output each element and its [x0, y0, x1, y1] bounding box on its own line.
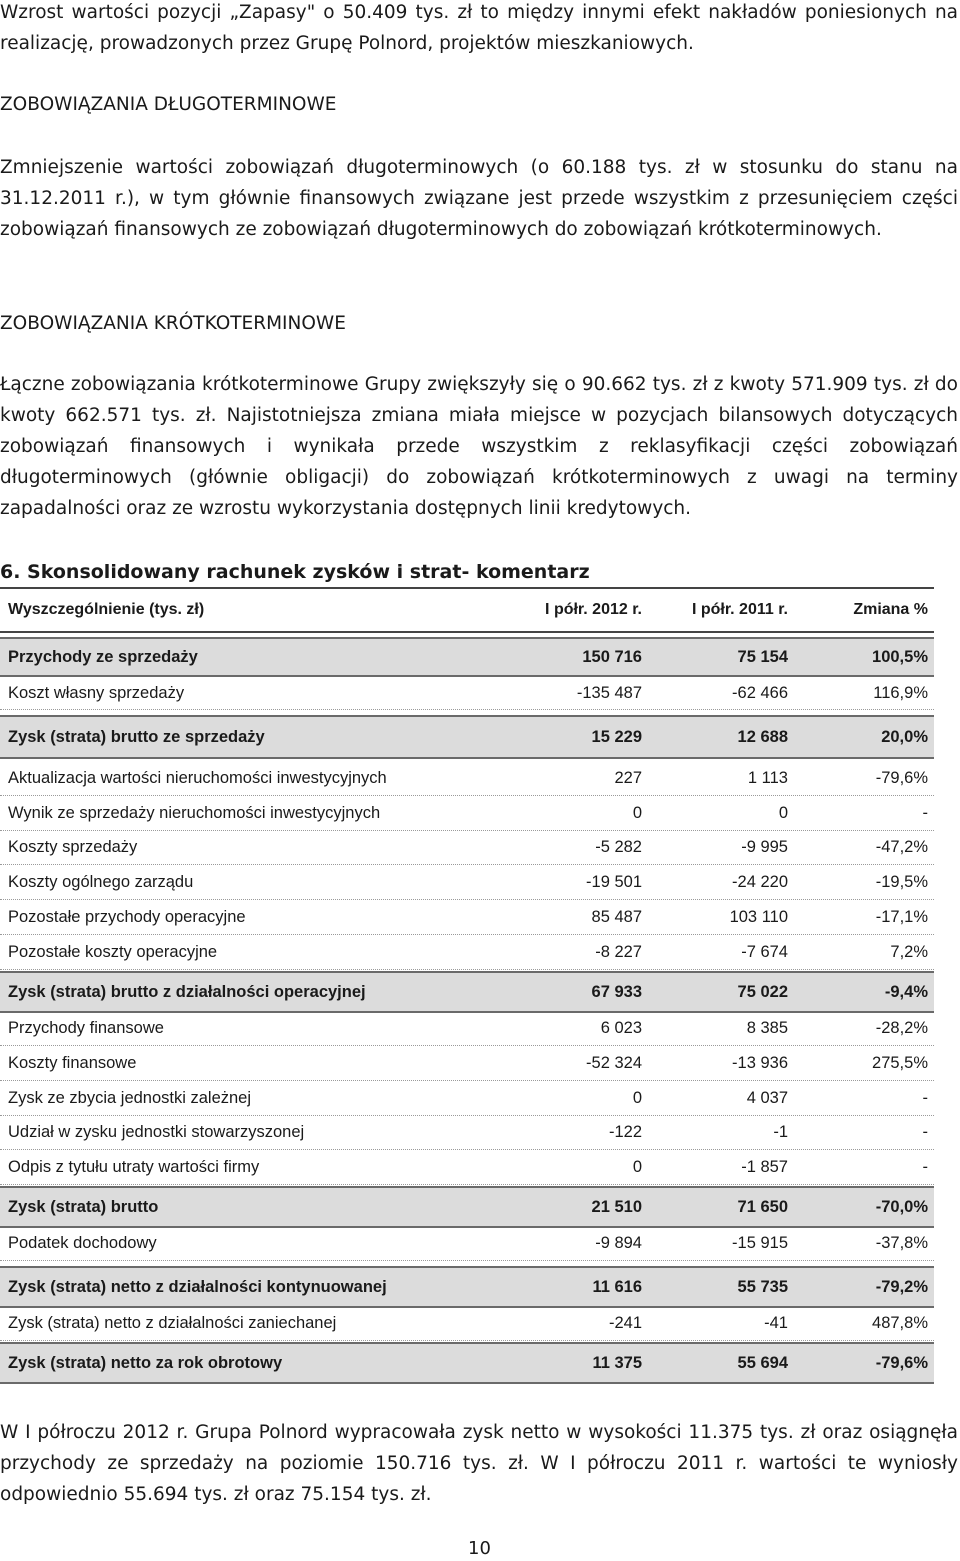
row-label: Zysk (strata) brutto z działalności operacyjnej	[8, 983, 366, 1001]
row-label: Podatek dochodowy	[8, 1234, 157, 1252]
table-row	[0, 796, 934, 831]
table-row	[0, 1342, 934, 1384]
row-label: Udział w zysku jednostki stowarzyszonej	[8, 1123, 305, 1141]
row-value-2011: -7 674	[741, 943, 788, 961]
row-value-2012: 227	[614, 769, 642, 787]
row-label: Odpis z tytułu utraty wartości firmy	[8, 1158, 260, 1176]
short-term-heading: ZOBOWIĄZANIA KRÓTKOTERMINOWE	[0, 313, 346, 334]
table-row	[0, 677, 934, 710]
row-change: -9,4%	[884, 983, 928, 1001]
row-value-2011: 0	[778, 804, 788, 822]
table-row	[0, 1226, 934, 1261]
row-label: Pozostałe przychody operacyjne	[8, 908, 246, 926]
row-value-2011: 55 694	[737, 1354, 788, 1372]
table-row	[0, 715, 934, 759]
row-change: -	[922, 1158, 928, 1176]
row-value-2012: -52 324	[586, 1054, 642, 1072]
row-label: Koszty ogólnego zarządu	[8, 873, 194, 891]
row-change: 116,9%	[873, 684, 928, 702]
row-label: Zysk (strata) brutto	[8, 1198, 159, 1216]
row-value-2011: 103 110	[729, 908, 788, 926]
row-value-2012: 0	[632, 1158, 642, 1176]
row-value-2011: -41	[764, 1314, 788, 1332]
row-label: Przychody finansowe	[8, 1019, 164, 1037]
row-value-2012: -5 282	[595, 838, 642, 856]
row-value-2011: -9 995	[741, 838, 788, 856]
row-value-2012: 85 487	[591, 908, 642, 926]
row-change: -	[922, 1089, 928, 1107]
row-value-2011: 55 735	[737, 1278, 788, 1296]
header-change: Zmiana %	[853, 601, 928, 618]
row-change: -79,6%	[875, 769, 928, 787]
long-term-paragraph: Zmniejszenie wartości zobowiązań długoterminowych (o 60.188 tys. zł w stosunku do stanu na 31.12.2011 r.), w tym głównie finansowych związane jest przede wszystkim z przesunięciem części zobowiązań finansowych ze zobowiązań długoterminowych do zobowiązań krótkoterminowych.	[0, 157, 958, 240]
closing-paragraph: W I półroczu 2012 r. Grupa Polnord wypracowała zysk netto w wysokości 11.375 tys. zł oraz osiągnęła przychody ze sprzedaży na poziomie 150.716 tys. zł. W I półroczu 2011 r. wartości te wyniosły odpowiednio 55.694 tys. zł oraz 75.154 tys. zł.	[0, 1422, 958, 1505]
row-label: Pozostałe koszty operacyjne	[8, 943, 218, 961]
row-value-2011: -15 915	[732, 1234, 788, 1252]
row-value-2012: -135 487	[576, 684, 642, 702]
table-row	[0, 1046, 934, 1081]
row-value-2012: -9 894	[595, 1234, 642, 1252]
row-change: -	[922, 1123, 928, 1141]
row-value-2012: 11 616	[592, 1278, 642, 1296]
row-label: Zysk (strata) brutto ze sprzedaży	[8, 728, 265, 746]
row-label: Zysk (strata) netto z działalności zaniechanej	[8, 1314, 337, 1332]
row-value-2012: -122	[608, 1123, 642, 1141]
row-value-2011: -1 857	[741, 1158, 788, 1176]
table-row	[0, 1186, 934, 1228]
table-row	[0, 900, 934, 935]
row-change: -70,0%	[875, 1198, 928, 1216]
row-change: -	[922, 804, 928, 822]
row-value-2011: 71 650	[737, 1198, 788, 1216]
intro-paragraph: Wzrost wartości pozycji „Zapasy" o 50.409 tys. zł to między innymi efekt nakładów poniesionych na realizację, prowadzonych przez Grupę Polnord, projektów mieszkaniowych.	[0, 2, 958, 54]
row-change: -79,2%	[875, 1278, 928, 1296]
table-row	[0, 1081, 934, 1116]
table-row	[0, 761, 934, 796]
row-value-2012: 21 510	[591, 1198, 642, 1216]
row-change: 275,5%	[872, 1054, 928, 1072]
row-value-2011: -62 466	[732, 684, 788, 702]
header-h1-2012: I półr. 2012 r.	[545, 601, 642, 618]
row-value-2011: 1 113	[747, 769, 788, 787]
row-value-2012: 15 229	[591, 728, 642, 746]
short-term-paragraph: Łączne zobowiązania krótkoterminowe Grupy zwiększyły się o 90.662 tys. zł z kwoty 571.909 tys. zł do kwoty 662.571 tys. zł. Najistotniejsza zmiana miała miejsce w pozycjach bilansowych dotyczących zobowiązań finansowych i wynikała przede wszystkim z reklasyfikacji części zobowiązań długoterminowych (głównie obligacji) do zobowiązań krótkoterminowych z uwagi na terminy zapadalności oraz ze wzrostu wykorzystania dostępnych linii kredytowych.	[0, 374, 958, 519]
header-h1-2011: I półr. 2011 r.	[691, 601, 788, 618]
table-row	[0, 935, 934, 970]
row-change: -37,8%	[875, 1234, 928, 1252]
row-label: Zysk (strata) netto za rok obrotowy	[8, 1354, 283, 1372]
row-label: Koszt własny sprzedaży	[8, 684, 185, 702]
header-description: Wyszczególnienie (tys. zł)	[8, 601, 205, 618]
row-value-2011: 8 385	[746, 1019, 788, 1037]
row-value-2011: -13 936	[732, 1054, 788, 1072]
row-change: 100,5%	[872, 648, 928, 666]
table-row	[0, 1150, 934, 1185]
row-value-2012: -241	[608, 1314, 642, 1332]
row-value-2012: 0	[632, 804, 642, 822]
table-row	[0, 971, 934, 1013]
row-value-2012: -8 227	[595, 943, 642, 961]
table-row	[0, 830, 934, 865]
row-change: -19,5%	[875, 873, 928, 891]
table-row	[0, 1306, 934, 1341]
row-change: 7,2%	[890, 943, 928, 961]
row-change: 20,0%	[881, 728, 928, 746]
table-row	[0, 637, 934, 677]
row-value-2012: -19 501	[586, 873, 642, 891]
row-value-2012: 0	[632, 1089, 642, 1107]
row-label: Przychody ze sprzedaży	[8, 648, 198, 666]
row-value-2011: -24 220	[732, 873, 788, 891]
row-value-2011: 75 154	[737, 648, 788, 666]
row-label: Wynik ze sprzedaży nieruchomości inwestycyjnych	[8, 804, 381, 822]
row-change: -28,2%	[875, 1019, 928, 1037]
row-value-2012: 150 716	[582, 648, 642, 666]
section-6-title: 6. Skonsolidowany rachunek zysków i strat- komentarz	[0, 561, 590, 583]
table-row	[0, 1266, 934, 1308]
row-label: Zysk ze zbycia jednostki zależnej	[8, 1089, 252, 1107]
row-value-2011: 75 022	[737, 983, 788, 1001]
row-value-2012: 11 375	[592, 1354, 642, 1372]
page-number: 10	[468, 1538, 491, 1559]
row-label: Koszty sprzedaży	[8, 838, 138, 856]
row-change: 487,8%	[872, 1314, 928, 1332]
row-value-2012: 6 023	[600, 1019, 642, 1037]
long-term-heading: ZOBOWIĄZANIA DŁUGOTERMINOWE	[0, 94, 337, 115]
row-value-2011: 4 037	[746, 1089, 788, 1107]
row-change: -47,2%	[875, 838, 928, 856]
table-row	[0, 865, 934, 900]
row-label: Koszty finansowe	[8, 1054, 137, 1072]
row-value-2011: -1	[773, 1123, 788, 1141]
table-header	[0, 587, 934, 633]
row-change: -17,1%	[875, 908, 928, 926]
row-label: Zysk (strata) netto z działalności kontynuowanej	[8, 1278, 387, 1296]
row-value-2012: 67 933	[591, 983, 642, 1001]
row-value-2011: 12 688	[737, 728, 788, 746]
table-row	[0, 1115, 934, 1150]
table-row	[0, 1011, 934, 1046]
row-change: -79,6%	[875, 1354, 928, 1372]
row-label: Aktualizacja wartości nieruchomości inwestycyjnych	[8, 769, 387, 787]
